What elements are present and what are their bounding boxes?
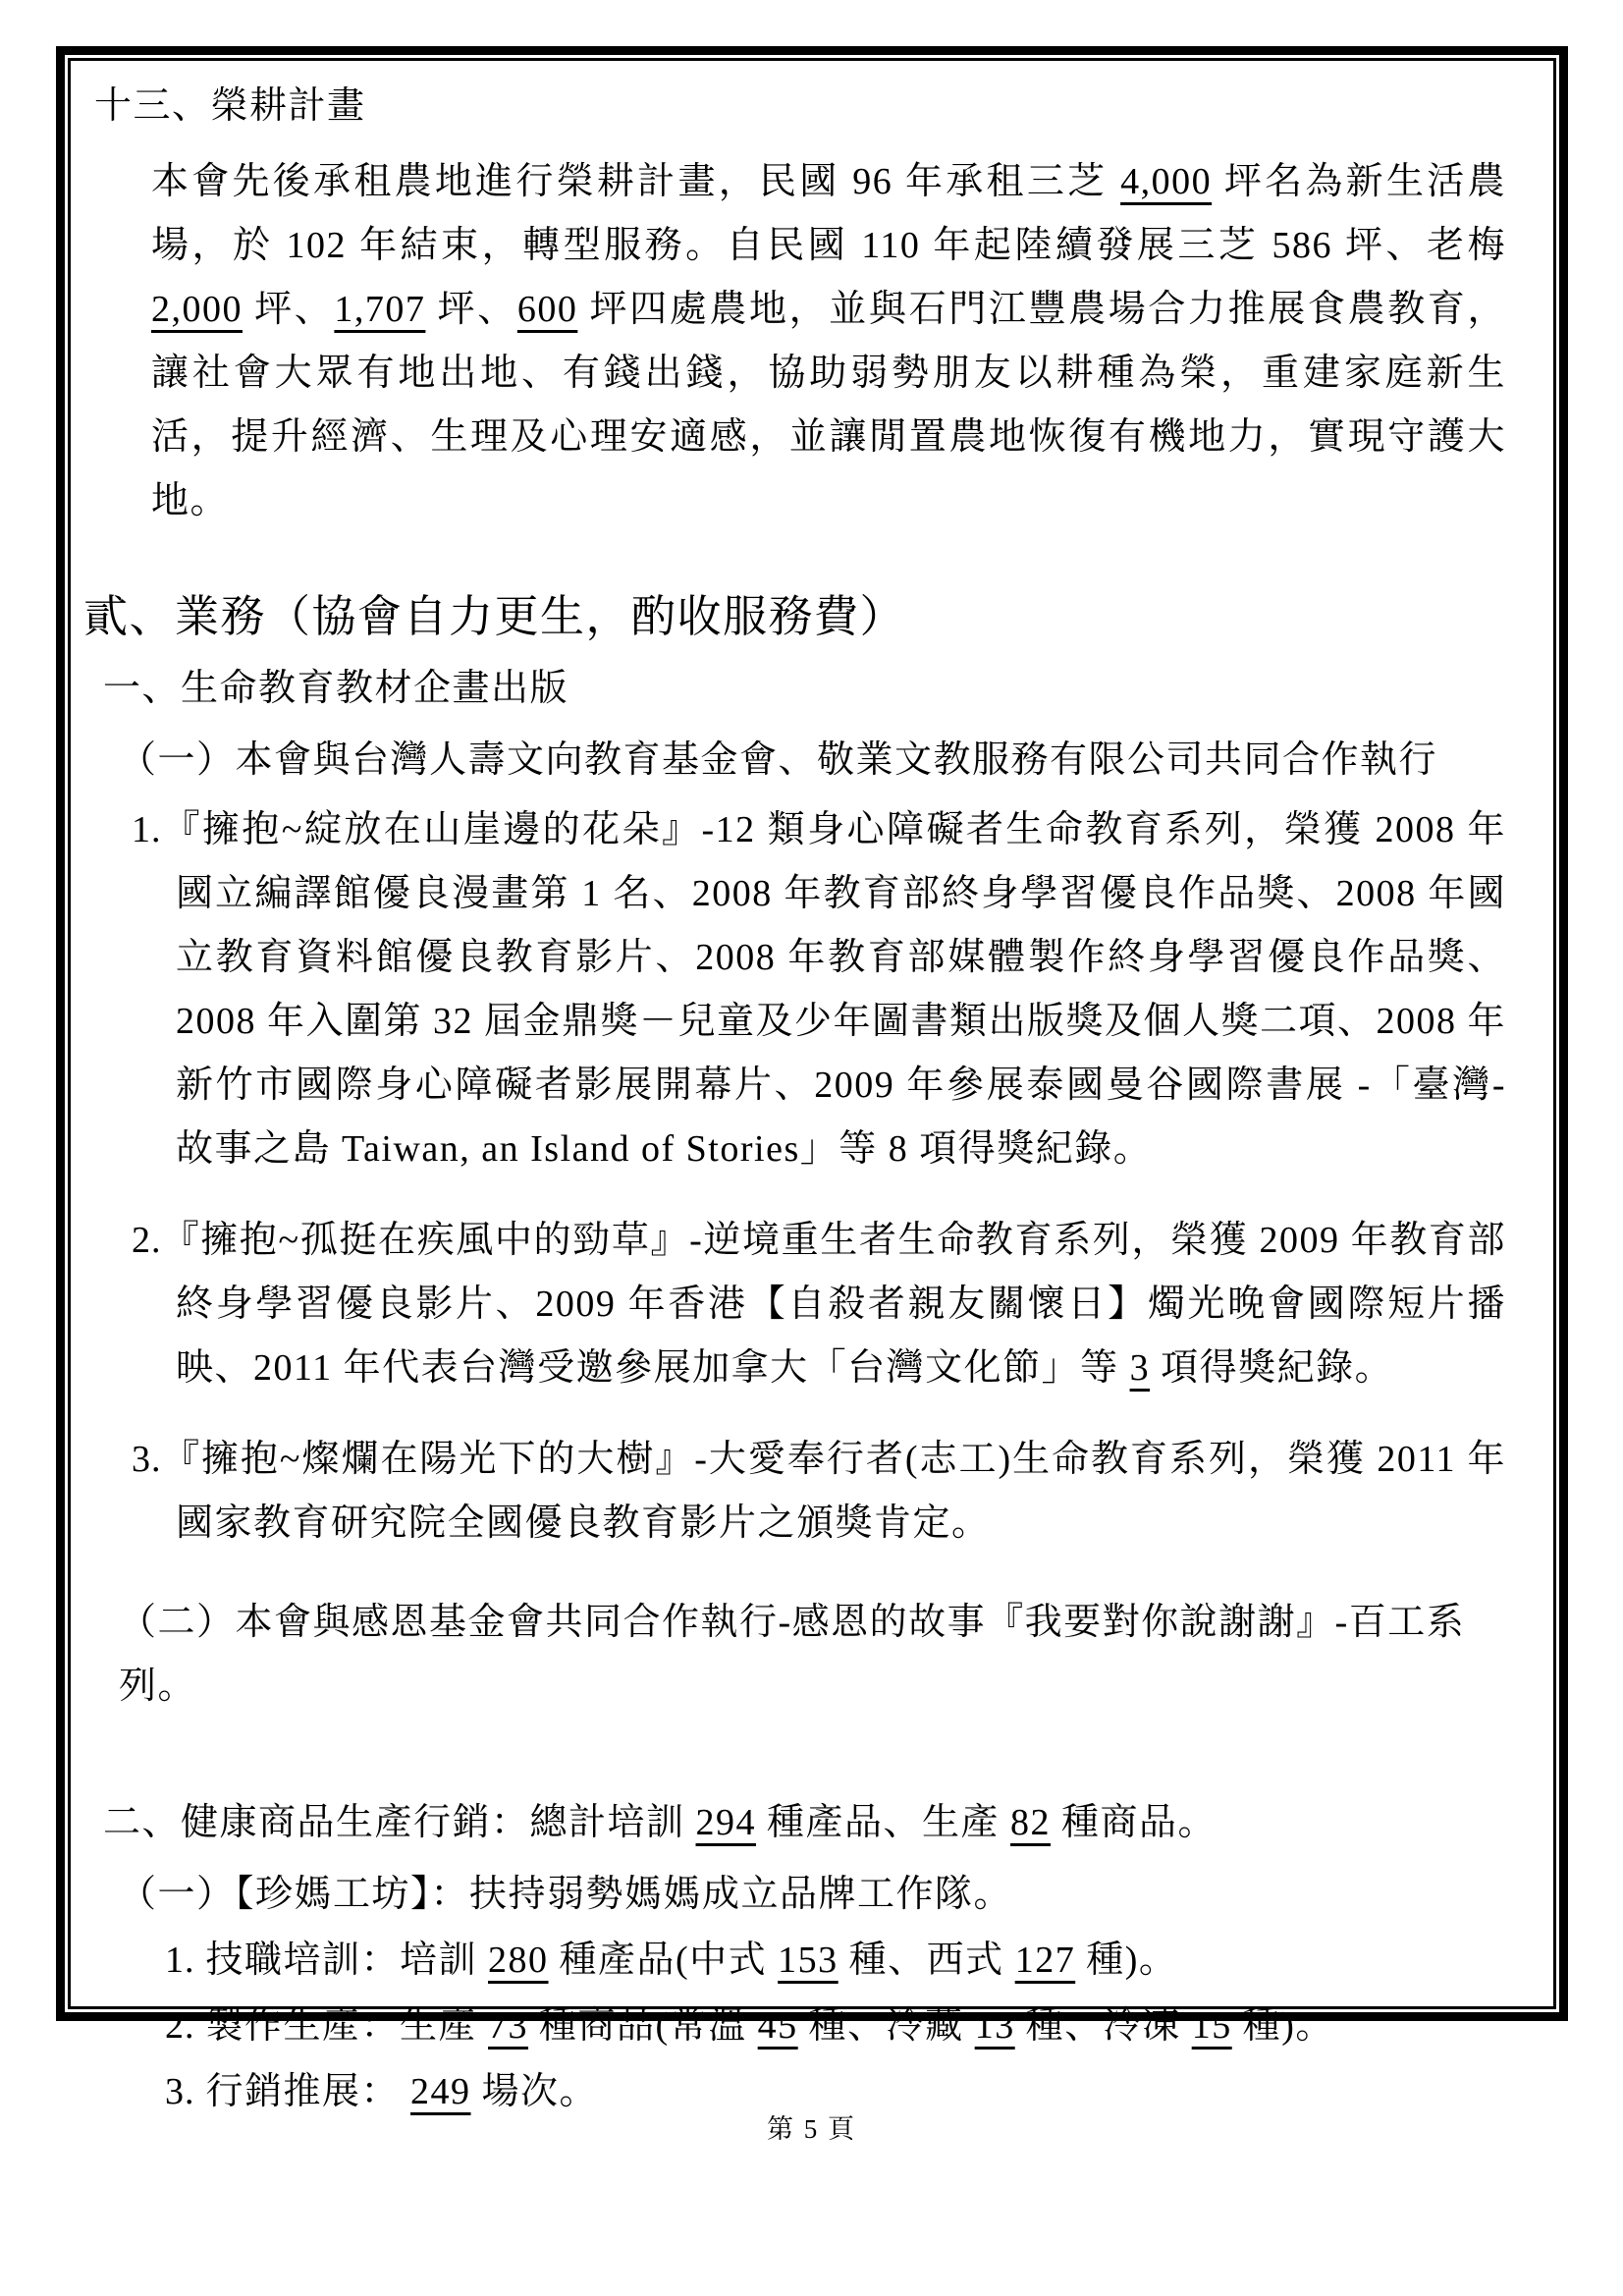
text-run: 一、生命教育教材企畫出版 <box>103 668 569 709</box>
text-run: 種產品(中式 <box>548 1940 779 1981</box>
underlined-number: 15 <box>1191 2005 1232 2047</box>
list-item-production <box>165 1995 1506 2058</box>
text-run: 種)。 <box>1231 2005 1334 2047</box>
underlined-number: 73 <box>488 2005 529 2047</box>
page-border-frame <box>56 46 1568 2112</box>
underlined-number: 600 <box>516 289 578 330</box>
underlined-number: 294 <box>695 1802 757 1843</box>
text-run: 『擁抱~孤挺在疾風中的勁草』-逆境重生者生命教育系列，榮獲 2009 年教育部終身學習優良影片、2009 年香港【自殺者親友關懷日】燭光晚會國際短片播映、2011 年代表台灣受邀參展加拿大「台灣文化節」等 <box>161 1220 1506 1389</box>
paren-2-gratitude-heading <box>119 1591 1506 1719</box>
text-run: 技職培訓：培訓 <box>194 1940 489 1981</box>
text-run: 坪、 <box>243 289 335 330</box>
underlined-number: 2,000 <box>151 289 243 330</box>
text-run: 坪、 <box>425 289 517 330</box>
underlined-number: 13 <box>974 2005 1015 2047</box>
text-run: 種、冷藏 <box>797 2005 975 2047</box>
text-run: 『擁抱~燦爛在陽光下的大樹』-大愛奉行者(志工)生命教育系列，榮獲 2011 年國家教育研究院全國優良教育影片之頒獎肯定。 <box>161 1439 1506 1544</box>
underlined-number: 45 <box>757 2005 798 2047</box>
text-run: 種商品(常溫 <box>528 2005 758 2047</box>
text-run: 種、西式 <box>838 1940 1015 1981</box>
text-run: 『擁抱~綻放在山崖邊的花朵』-12 類身心障礙者生命教育系列，榮獲 2008 年國立編譯館優良漫畫第 1 名、2008 年教育部終身學習優良作品獎、2008 年國立教育資料館優良教育影片、2008 年教育部媒體製作終身學習優良作品獎、2008 年入圍第 32 屆金鼎獎－兒童及少年圖書類出版獎及個人獎二項、2008 年新竹市國際身心障礙者影展開幕片、2009 年參展泰國曼谷國際書展 -「臺灣-故事之島 Taiwan, an Island of Stories」等 8 項得獎紀錄。 <box>161 809 1507 1170</box>
underlined-number: 280 <box>488 1940 549 1981</box>
section-2-business-heading <box>83 582 1506 651</box>
text-run: 坪名為新生活農場，於 102 年結束，轉型服務。自民國 110 年起陸續發展三芝 586 坪、老梅 <box>151 161 1506 266</box>
text-run: 種產品、生產 <box>756 1802 1011 1843</box>
list-marker: 1. <box>165 1940 195 1981</box>
subsection-2-health-products-heading <box>103 1791 1506 1855</box>
text-run: （一）本會與台灣人壽文向教育基金會、敬業文教服務有限公司共同合作執行 <box>119 739 1438 781</box>
rong-geng-plan-paragraph <box>151 150 1506 533</box>
text-run: 種)。 <box>1075 1940 1178 1981</box>
page-number: 第 5 頁 <box>767 2114 856 2144</box>
text-run: 種商品。 <box>1051 1802 1217 1843</box>
text-run: 坪四處農地，並與石門江豐農場合力推展食農教育，讓社會大眾有地出地、有錢出錢，協助弱勢朋友以耕種為榮，重建家庭新生活，提升經濟、生理及心理安適感，並讓閒置農地恢復有機地力，實現守護大地。 <box>151 289 1506 521</box>
list-item-vocational-training <box>165 1929 1506 1993</box>
list-item-embrace-tree <box>82 1428 1506 1556</box>
list-marker: 2. <box>132 1220 162 1261</box>
underlined-number: 82 <box>1010 1802 1052 1843</box>
section-13-heading <box>94 75 1506 138</box>
list-marker: 2. <box>165 2005 195 2047</box>
text-run: 製作生產：生產 <box>194 2005 489 2047</box>
text-run: 本會先後承租農地進行榮耕計畫，民國 96 年承租三芝 <box>151 161 1121 202</box>
list-item-embrace-grass <box>82 1209 1506 1400</box>
underlined-number: 127 <box>1014 1940 1076 1981</box>
text-run: 二、健康商品生產行銷：總計培訓 <box>103 1802 696 1843</box>
list-marker: 1. <box>132 809 162 850</box>
underlined-number: 3 <box>1129 1347 1151 1389</box>
page-border-inner <box>68 58 1556 2112</box>
underlined-number: 153 <box>778 1940 839 1981</box>
text-run: （二）本會與感恩基金會共同合作執行-感恩的故事『我要對你說謝謝』-百工系列。 <box>119 1602 1466 1707</box>
text-run: 貳、業務（協會自力更生，酌收服務費） <box>83 592 906 641</box>
subsection-1-life-education-heading <box>103 657 1506 721</box>
text-run: （一）【珍媽工坊】：扶持弱勢媽媽成立品牌工作隊。 <box>119 1874 1013 1915</box>
underlined-number: 249 <box>410 2071 471 2112</box>
text-run: 種、冷凍 <box>1014 2005 1192 2047</box>
text-run: 行銷推展： <box>194 2071 411 2112</box>
list-marker: 3. <box>165 2071 195 2112</box>
document-content <box>82 75 1506 2124</box>
text-run: 十三、榮耕計畫 <box>94 85 366 127</box>
underlined-number: 1,707 <box>334 289 426 330</box>
paren-1-jenma-workshop-heading <box>119 1863 1506 1927</box>
text-run: 項得獎紀錄。 <box>1150 1347 1394 1389</box>
paren-1-cooperation-heading <box>119 729 1506 793</box>
list-item-embrace-flowers <box>82 798 1506 1181</box>
underlined-number: 4,000 <box>1120 161 1213 202</box>
list-marker: 3. <box>132 1439 162 1480</box>
text-run: 場次。 <box>470 2071 599 2112</box>
